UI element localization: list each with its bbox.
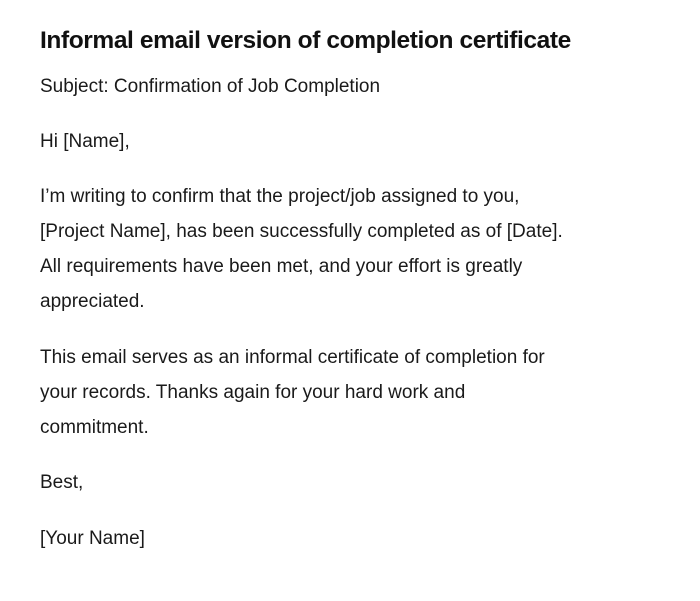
document-title: Informal email version of completion certificate: [40, 27, 571, 54]
email-subject: Subject: Confirmation of Job Completion: [40, 76, 381, 97]
email-greeting: Hi [Name],: [40, 131, 130, 152]
email-body-paragraph-2: [40, 340, 660, 445]
email-signoff: Best,: [40, 472, 84, 493]
body-line: [Project Name], has been successfully completed as of [Date].: [40, 221, 563, 242]
body-line: All requirements have been met, and your effort is greatly: [40, 256, 523, 277]
body-line: This email serves as an informal certificate of completion for: [40, 347, 545, 368]
body-line: your records. Thanks again for your hard work and: [40, 382, 466, 403]
body-line: I’m writing to confirm that the project/job assigned to you,: [40, 186, 520, 207]
body-line: commitment.: [40, 417, 149, 438]
email-signature: [Your Name]: [40, 528, 145, 549]
email-body-paragraph-1: [40, 179, 660, 319]
body-line: appreciated.: [40, 291, 145, 312]
